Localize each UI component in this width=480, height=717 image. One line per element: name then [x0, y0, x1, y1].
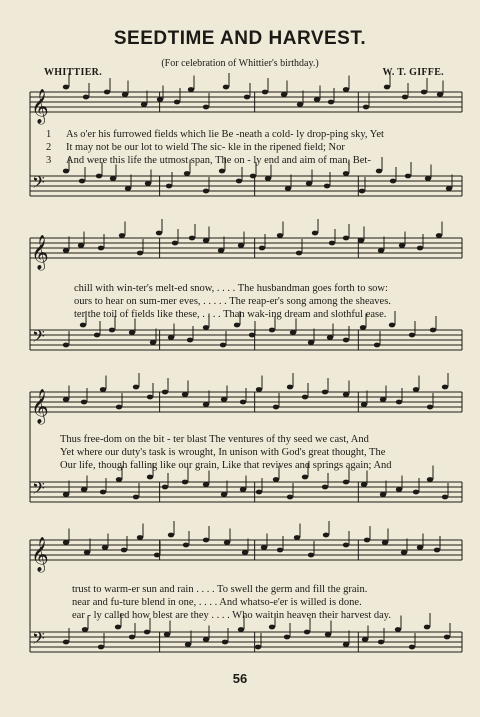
note-head — [150, 340, 156, 345]
lyric-line: Thus free-dom on the bit - ter blast The ventures of thy seed we cast, And — [60, 434, 369, 445]
note-head — [363, 105, 369, 110]
note-head — [166, 184, 172, 189]
note-head — [102, 545, 108, 550]
note-head — [417, 246, 423, 251]
note-head — [359, 189, 365, 194]
note-head — [133, 385, 139, 390]
note-head — [187, 338, 193, 343]
note-head — [308, 553, 314, 558]
lyric-line: ours to hear on sum-mer eves, . . . . . The reap-er's song among the sheaves. — [74, 296, 391, 307]
note-head — [395, 627, 401, 632]
note-head — [343, 392, 349, 397]
note-head — [343, 480, 349, 485]
note-head — [296, 251, 302, 256]
note-head — [238, 243, 244, 248]
note-head — [100, 490, 106, 495]
note-head — [98, 246, 104, 251]
lyric-line: Yet where our duty's task is wrought, In unison with God's great thought, The — [60, 447, 386, 458]
note-head — [427, 477, 433, 482]
note-head — [244, 95, 250, 100]
note-head — [234, 323, 240, 328]
lyric-line: And were this life the utmost span, The on - ly end and aim of man, Bet- — [66, 155, 371, 166]
note-head — [325, 632, 331, 637]
note-head — [281, 92, 287, 97]
note-head — [287, 495, 293, 500]
note-head — [182, 480, 188, 485]
note-head — [203, 189, 209, 194]
note-head — [203, 402, 209, 407]
note-head — [256, 490, 262, 495]
note-head — [294, 535, 300, 540]
note-head — [79, 179, 85, 184]
note-head — [168, 533, 174, 538]
note-head — [273, 405, 279, 410]
note-head — [384, 85, 390, 90]
note-head — [80, 323, 86, 328]
note-head — [129, 330, 135, 335]
note-head — [203, 325, 209, 330]
note-head — [329, 241, 335, 246]
note-head — [328, 100, 334, 105]
bass-clef-icon: 𝄢 — [32, 172, 45, 196]
note-head — [203, 538, 209, 543]
note-head — [122, 92, 128, 97]
note-head — [63, 85, 69, 90]
note-head — [374, 343, 380, 348]
note-head — [343, 642, 349, 647]
note-head — [322, 390, 328, 395]
bass-staff — [30, 632, 462, 652]
note-head — [250, 174, 256, 179]
note-head — [83, 95, 89, 100]
note-head — [314, 97, 320, 102]
lyric-line: near and fu-ture blend in one, . . . . And whatso-e'er is willed is done. — [72, 597, 362, 608]
note-head — [437, 92, 443, 97]
note-head — [427, 405, 433, 410]
note-head — [273, 477, 279, 482]
bass-clef-icon: 𝄢 — [32, 326, 45, 350]
note-head — [378, 248, 384, 253]
note-head — [119, 233, 125, 238]
note-head — [147, 475, 153, 480]
lyric-line: Our life, though falling like our grain, Like that revives and springs again; And — [60, 460, 392, 471]
bass-clef-icon: 𝄢 — [32, 628, 45, 652]
treble-clef-icon: 𝄞 — [31, 389, 49, 424]
note-head — [442, 385, 448, 390]
note-head — [203, 105, 209, 110]
lyric-line: chill with win-ter's melt-ed snow, . . . . The husbandman goes forth to sow: — [74, 283, 388, 294]
note-head — [343, 171, 349, 176]
treble-clef-icon: 𝄞 — [31, 235, 49, 270]
bass-clef-icon: 𝄢 — [32, 478, 45, 502]
note-head — [84, 550, 90, 555]
treble-clef-icon: 𝄞 — [31, 537, 49, 572]
note-head — [129, 635, 135, 640]
note-head — [360, 325, 366, 330]
note-head — [269, 328, 275, 333]
note-head — [157, 97, 163, 102]
note-head — [168, 335, 174, 340]
note-head — [133, 495, 139, 500]
note-head — [164, 632, 170, 637]
note-head — [256, 387, 262, 392]
note-head — [343, 236, 349, 241]
note-head — [413, 387, 419, 392]
verse-number: 1 — [46, 129, 52, 140]
note-head — [222, 640, 228, 645]
note-head — [417, 545, 423, 550]
note-head — [444, 635, 450, 640]
note-head — [98, 645, 104, 650]
note-head — [343, 543, 349, 548]
note-head — [81, 487, 87, 492]
note-head — [265, 176, 271, 181]
note-head — [203, 482, 209, 487]
note-head — [63, 169, 69, 174]
note-head — [402, 95, 408, 100]
note-head — [380, 492, 386, 497]
bass-staff — [30, 330, 462, 350]
note-head — [376, 169, 382, 174]
note-head — [172, 241, 178, 246]
note-head — [154, 553, 160, 558]
note-head — [121, 548, 127, 553]
lyric-line: trust to warm-er sun and rain . . . . To swell the germ and fill the grain. — [72, 584, 368, 595]
note-head — [424, 625, 430, 630]
verse-number: 3 — [46, 155, 52, 166]
note-head — [277, 233, 283, 238]
note-head — [269, 625, 275, 630]
note-head — [240, 487, 246, 492]
note-head — [63, 343, 69, 348]
note-head — [297, 102, 303, 107]
note-head — [302, 395, 308, 400]
note-head — [223, 85, 229, 90]
note-head — [236, 179, 242, 184]
note-head — [240, 400, 246, 405]
note-head — [141, 102, 147, 107]
note-head — [399, 243, 405, 248]
note-head — [390, 179, 396, 184]
note-head — [285, 186, 291, 191]
note-head — [343, 87, 349, 92]
note-head — [249, 333, 255, 338]
composer-credit: W. T. GIFFE. — [382, 67, 444, 78]
note-head — [361, 402, 367, 407]
note-head — [413, 490, 419, 495]
note-head — [382, 540, 388, 545]
note-head — [358, 238, 364, 243]
note-head — [174, 100, 180, 105]
note-head — [116, 405, 122, 410]
note-head — [185, 642, 191, 647]
note-head — [262, 90, 268, 95]
note-head — [162, 390, 168, 395]
note-head — [302, 475, 308, 480]
note-head — [425, 176, 431, 181]
lyric-line: It may not be our lot to wield The sic- kle in the ripened field; Nor — [66, 142, 345, 153]
note-head — [343, 338, 349, 343]
treble-clef-icon: 𝄞 — [31, 89, 49, 124]
note-head — [259, 246, 265, 251]
note-head — [96, 174, 102, 179]
note-head — [125, 186, 131, 191]
note-head — [221, 492, 227, 497]
note-head — [203, 238, 209, 243]
note-head — [156, 231, 162, 236]
note-head — [396, 487, 402, 492]
note-head — [94, 333, 100, 338]
note-head — [405, 174, 411, 179]
note-head — [63, 492, 69, 497]
note-head — [361, 482, 367, 487]
note-head — [82, 627, 88, 632]
note-head — [218, 248, 224, 253]
note-head — [284, 635, 290, 640]
note-head — [116, 477, 122, 482]
note-head — [446, 186, 452, 191]
note-head — [277, 548, 283, 553]
note-head — [224, 540, 230, 545]
note-head — [162, 485, 168, 490]
note-head — [401, 550, 407, 555]
note-head — [327, 335, 333, 340]
note-head — [436, 233, 442, 238]
note-head — [308, 340, 314, 345]
bass-staff — [30, 176, 462, 196]
note-head — [182, 392, 188, 397]
treble-staff — [30, 238, 462, 258]
note-head — [312, 231, 318, 236]
note-head — [220, 343, 226, 348]
note-head — [110, 176, 116, 181]
note-head — [63, 640, 69, 645]
poet-credit: WHITTIER. — [44, 67, 102, 78]
note-head — [78, 243, 84, 248]
note-head — [145, 181, 151, 186]
note-head — [324, 184, 330, 189]
note-head — [144, 630, 150, 635]
verse-number: 2 — [46, 142, 52, 153]
note-head — [115, 625, 121, 630]
note-head — [434, 548, 440, 553]
note-head — [63, 397, 69, 402]
note-head — [238, 627, 244, 632]
note-head — [304, 630, 310, 635]
treble-staff — [30, 540, 462, 560]
note-head — [100, 387, 106, 392]
note-head — [378, 640, 384, 645]
note-head — [104, 90, 110, 95]
lyric-line: As o'er his furrowed fields which lie Be -neath a cold- ly drop-ping sky, Yet — [66, 129, 384, 140]
note-head — [409, 645, 415, 650]
note-head — [109, 328, 115, 333]
lyric-line: ter the toil of fields like these, . . . . Than wak-ing dream and slothful ease. — [74, 309, 387, 320]
note-head — [287, 385, 293, 390]
note-head — [421, 90, 427, 95]
note-head — [255, 645, 261, 650]
note-head — [63, 248, 69, 253]
song-title: SEEDTIME AND HARVEST. — [113, 28, 367, 49]
note-head — [290, 330, 296, 335]
note-head — [203, 637, 209, 642]
note-head — [389, 323, 395, 328]
lyric-line: ear - ly called how blest are they . . . . Who wait in heaven their harvest day. — [72, 610, 391, 621]
note-head — [396, 400, 402, 405]
note-head — [221, 397, 227, 402]
note-head — [147, 395, 153, 400]
note-head — [409, 333, 415, 338]
note-head — [137, 251, 143, 256]
note-head — [219, 169, 225, 174]
note-head — [183, 543, 189, 548]
note-head — [242, 550, 248, 555]
note-head — [362, 637, 368, 642]
note-head — [184, 171, 190, 176]
note-head — [137, 535, 143, 540]
page-number: 56 — [232, 671, 248, 686]
note-head — [188, 87, 194, 92]
note-head — [189, 236, 195, 241]
note-head — [442, 495, 448, 500]
note-head — [63, 540, 69, 545]
note-head — [364, 538, 370, 543]
note-head — [261, 545, 267, 550]
note-head — [322, 485, 328, 490]
note-head — [323, 533, 329, 538]
note-head — [306, 181, 312, 186]
note-head — [81, 400, 87, 405]
note-head — [380, 397, 386, 402]
song-subtitle: (For celebration of Whittier's birthday.) — [161, 58, 319, 69]
note-head — [430, 328, 436, 333]
